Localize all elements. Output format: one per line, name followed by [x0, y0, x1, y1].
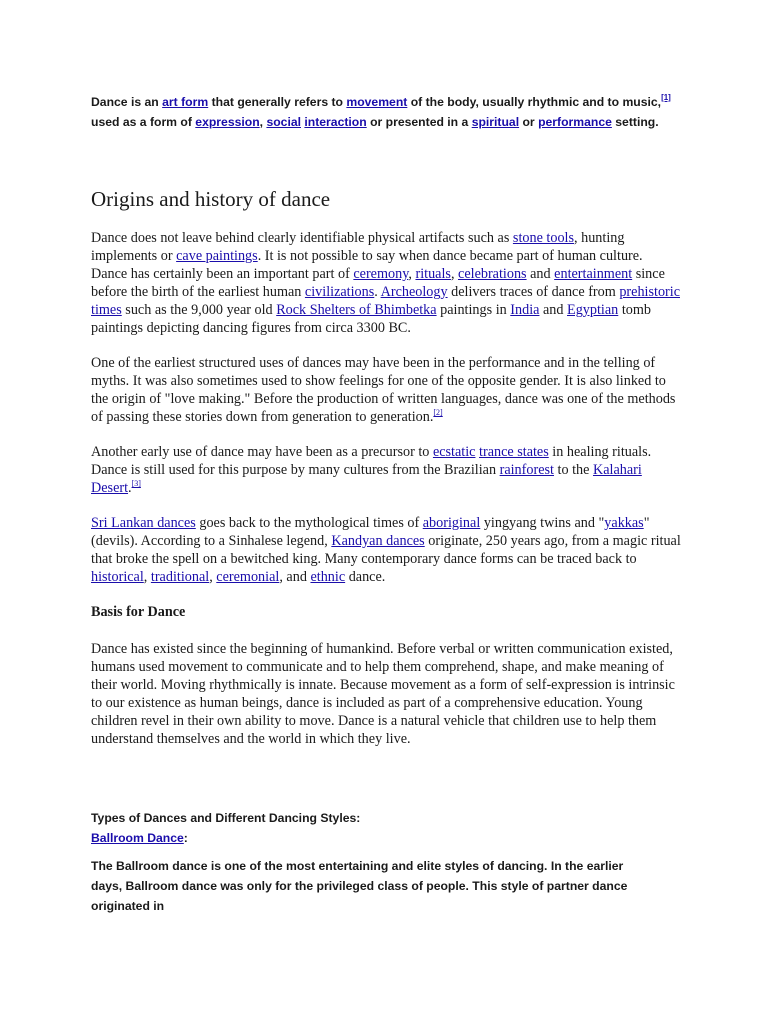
link-kalahari-desert[interactable]: Kalahari Desert — [91, 462, 642, 496]
citation-link-2[interactable]: [2] — [433, 408, 443, 417]
link-celebrations[interactable]: celebrations — [458, 266, 527, 282]
paragraph-text: . It is not possible to say when dance became part of human culture. Dance has certainly been an important part of — [91, 248, 643, 282]
link-cave-paintings[interactable]: cave paintings — [176, 248, 258, 264]
paragraph-text: Dance does not leave behind clearly identifiable physical artifacts such as — [91, 230, 513, 246]
ballroom-paragraph: The Ballroom dance is one of the most entertaining and elite styles of dancing. In the earlier days, Ballroom dance was only for the privileged class of people. This style of partner dance originated in — [91, 859, 628, 913]
citation-link-1[interactable]: [1] — [661, 93, 671, 102]
myths-paragraph — [91, 354, 681, 426]
link-egyptian[interactable]: Egyptian — [567, 302, 619, 318]
paragraph-text: and — [539, 302, 568, 318]
paragraph-text: , and — [279, 569, 311, 585]
link-entertainment[interactable]: entertainment — [554, 266, 633, 282]
link-rituals[interactable]: rituals — [415, 266, 451, 282]
link-ethnic[interactable]: ethnic — [310, 569, 346, 585]
paragraph-text: , — [408, 266, 416, 282]
paragraph-text: since before the birth of the earliest human — [91, 266, 665, 300]
intro-paragraph — [91, 92, 691, 132]
link-spiritual[interactable]: spiritual — [471, 115, 520, 129]
link-ceremonial[interactable]: ceremonial — [216, 569, 280, 585]
basis-paragraph: Dance has existed since the beginning of humankind. Before verbal or written communication existed, humans used movement to communicate and to help them comprehend, shape, and make meaning of their world. Moving rhythmically is innate. Because movement as a form of self-expression is intrinsic to our existence as human beings, dance is included as part of a comprehensive education. Young children revel in their own ability to move. Dance is a natural vehicle that children use to help them understand themselves and the world in which they live. — [91, 641, 675, 747]
paragraph-text: tomb paintings depicting dancing figures from circa 3300 BC. — [91, 302, 651, 336]
link-kandyan-dances[interactable]: Kandyan dances — [331, 533, 425, 549]
link-art-form[interactable]: art form — [162, 95, 209, 109]
link-performance[interactable]: performance — [538, 115, 612, 129]
paragraph-text: to the — [553, 462, 593, 478]
intro-text: or presented in a — [366, 115, 472, 129]
paragraph-text: , hunting implements or — [91, 230, 625, 264]
link-interaction[interactable]: interaction — [304, 115, 367, 129]
types-heading — [91, 808, 691, 848]
intro-text: , — [259, 115, 267, 129]
link-ballroom-dance[interactable]: Ballroom Dance — [91, 831, 184, 845]
link-movement[interactable]: movement — [346, 95, 408, 109]
intro-text: that generally refers to — [208, 95, 347, 109]
link-rainforest[interactable]: rainforest — [499, 462, 554, 478]
intro-text: or — [519, 115, 539, 129]
paragraph-text: dance. — [345, 569, 386, 585]
paragraph-text: and — [526, 266, 555, 282]
citation-link-3[interactable]: [3] — [131, 479, 141, 488]
link-social[interactable]: social — [266, 115, 301, 129]
paragraph-text: Another early use of dance may have been as a precursor to — [91, 444, 433, 460]
section-heading: Origins and history of dance — [91, 187, 331, 211]
link-sri-lankan-dances[interactable]: Sri Lankan dances — [91, 515, 196, 531]
link-prehistoric-times[interactable]: prehistoric times — [91, 284, 680, 318]
intro-text: setting. — [611, 115, 659, 129]
paragraph-text: One of the earliest structured uses of dances may have been in the performance and in the telling of myths. It was also sometimes used to show feelings for one of the opposite gender. It is also linked to the origin of "love making." Before the production of written languages, dance was one of the methods of passing these stories down from generation to generation. — [91, 355, 676, 425]
link-historical[interactable]: historical — [91, 569, 144, 585]
paragraph-text: such as the 9,000 year old — [121, 302, 277, 318]
trance-paragraph — [91, 443, 681, 497]
sri-lanka-paragraph — [91, 514, 681, 586]
link-ecstatic[interactable]: ecstatic — [432, 444, 476, 460]
paragraph-text: " (devils). According to a Sinhalese legend, — [91, 515, 650, 549]
colon-text: : — [183, 831, 188, 845]
link-civilizations[interactable]: civilizations — [304, 284, 375, 300]
intro-text: Dance is an — [91, 95, 163, 109]
paragraph-text: . — [374, 284, 381, 300]
subsection-heading: Basis for Dance — [91, 604, 186, 620]
paragraph-text: in healing rituals. Dance is still used for this purpose by many cultures from the Brazilian — [91, 444, 652, 478]
paragraph-text: , — [450, 266, 459, 282]
link-expression[interactable]: expression — [195, 115, 260, 129]
paragraph-text: , — [209, 569, 217, 585]
paragraph-text: . — [128, 480, 132, 496]
paragraph-text: originate, 250 years ago, from a magic ritual that broke the spell on a bewitched king. Many contemporary dance forms can be traced back to — [91, 533, 681, 567]
types-title: Types of Dances and Different Dancing Styles: — [91, 811, 361, 825]
intro-text: of the body, usually rhythmic and to music, — [407, 95, 662, 109]
link-trance-states[interactable]: trance states — [479, 444, 549, 460]
link-yakkas[interactable]: yakkas — [604, 515, 644, 531]
link-archeology[interactable]: Archeology — [380, 284, 448, 300]
link-traditional[interactable]: traditional — [150, 569, 210, 585]
link-aboriginal[interactable]: aboriginal — [422, 515, 481, 531]
link-rock-shelters[interactable]: Rock Shelters of Bhimbetka — [276, 302, 437, 318]
paragraph-text: goes back to the mythological times of — [195, 515, 423, 531]
origins-paragraph — [91, 229, 681, 337]
paragraph-text: delivers traces of dance from — [447, 284, 620, 300]
paragraph-text: paintings in — [436, 302, 511, 318]
link-india[interactable]: India — [510, 302, 540, 318]
link-ceremony[interactable]: ceremony — [353, 266, 409, 282]
paragraph-text: yingyang twins and " — [480, 515, 605, 531]
link-stone-tools[interactable]: stone tools — [512, 230, 575, 246]
intro-text: used as a form of — [91, 115, 196, 129]
paragraph-text: , — [143, 569, 151, 585]
